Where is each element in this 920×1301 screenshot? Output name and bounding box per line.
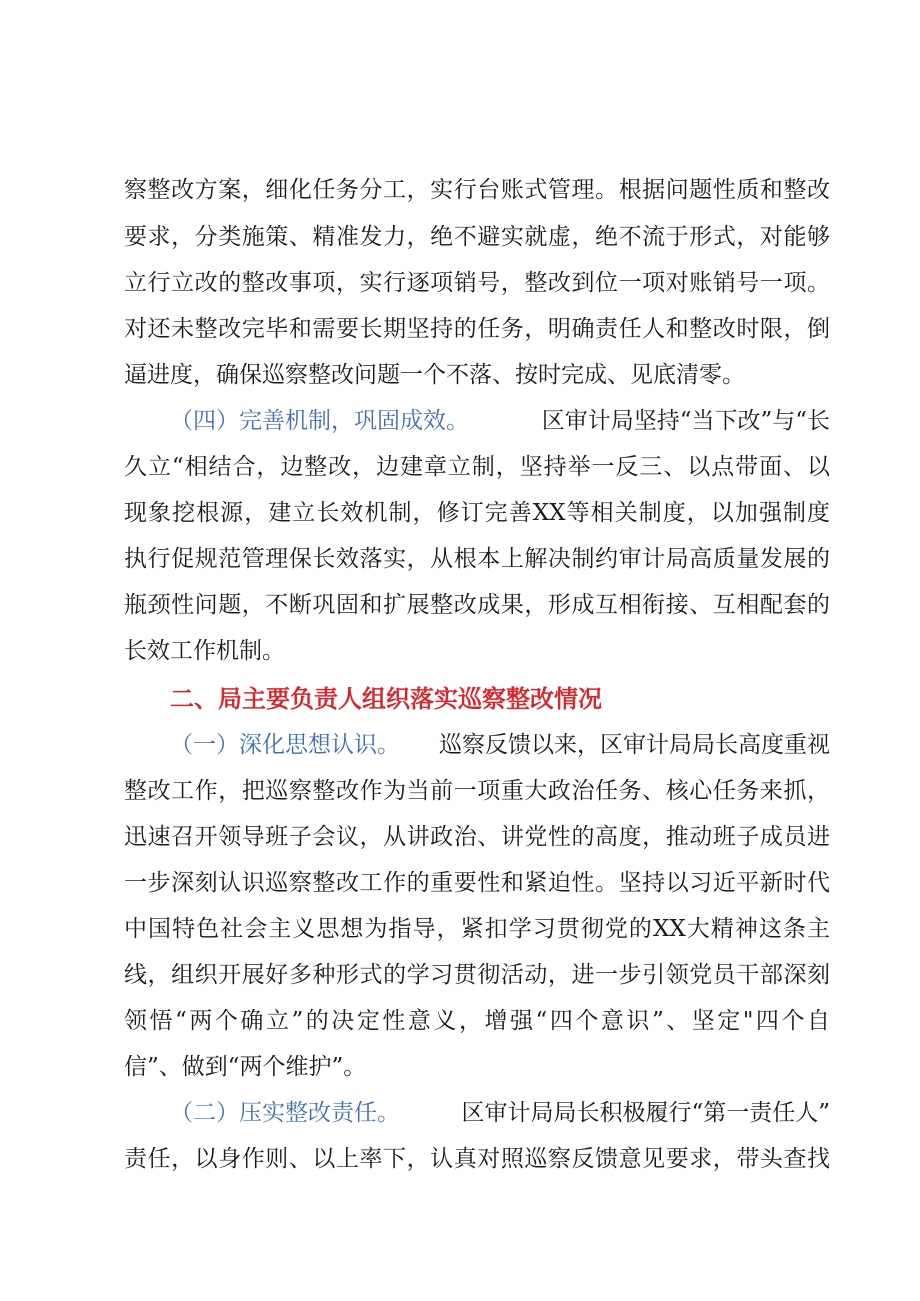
- paragraph-1-line-4: 对还未整改完毕和需要长期坚持的任务，明确责任人和整改时限，倒: [124, 316, 830, 342]
- paragraph-2-line-5: 瓶颈性问题，不断巩固和扩展整改成果，形成互相衔接、互相配套的: [124, 592, 830, 618]
- subsection-1-label: （一）深化思想认识。: [170, 732, 400, 758]
- paragraph-2-line-6: 长效工作机制。: [124, 638, 285, 664]
- paragraph-2-line-1-text: 区审计局坚持“当下改”与“长: [541, 408, 830, 434]
- paragraph-1-line-1: 察整改方案，细化任务分工，实行台账式管理。根据问题性质和整改: [124, 177, 830, 203]
- paragraph-2-line-3: 现象挖根源，建立长效机制，修订完善XX等相关制度，以加强制度: [124, 500, 830, 526]
- section-4-label: （四）完善机制，巩固成效。: [170, 408, 469, 434]
- paragraph-3-line-8: 信”、做到“两个维护”。: [124, 1054, 367, 1080]
- paragraph-1-line-2: 要求，分类施策、精准发力，绝不避实就虚，绝不流于形式，对能够: [124, 224, 830, 250]
- paragraph-2-first-line: [170, 406, 830, 436]
- paragraph-3-first-line: [170, 730, 830, 760]
- paragraph-3-line-3: 迅速召开领导班子会议，从讲政治、讲党性的高度，推动班子成员进: [124, 824, 830, 850]
- subsection-2-label: （二）压实整改责任。: [170, 1100, 400, 1126]
- section-heading-2: 二、局主要负责人组织落实巡察整改情况: [170, 685, 602, 713]
- paragraph-3-line-2: 整改工作，把巡察整改作为当前一项重大政治任务、核心任务来抓，: [124, 778, 830, 804]
- paragraph-4-first-line: [170, 1098, 830, 1128]
- paragraph-3-line-5: 中国特色社会主义思想为指导，紧扣学习贯彻党的XX大精神这条主: [124, 916, 830, 942]
- paragraph-4-line-2: 责任，以身作则、以上率下，认真对照巡察反馈意见要求，带头查找: [124, 1146, 830, 1172]
- paragraph-3-line-1-text: 巡察反馈以来，区审计局局长高度重视: [439, 732, 830, 758]
- paragraph-4-line-1-text: 区审计局局长积极履行“第一责任人”: [461, 1100, 830, 1126]
- paragraph-1-line-3: 立行立改的整改事项，实行逐项销号，整改到位一项对账销号一项。: [124, 270, 830, 296]
- paragraph-3-line-4: 一步深刻认识巡察整改工作的重要性和紧迫性。坚持以习近平新时代: [124, 870, 830, 896]
- paragraph-1-line-5: 逼进度，确保巡察整改问题一个不落、按时完成、见底清零。: [124, 362, 745, 388]
- paragraph-3-line-7: 领悟“两个确立”的决定性意义，增强“四个意识”、坚定"四个自: [124, 1008, 830, 1034]
- paragraph-2-line-4: 执行促规范管理保长效落实，从根本上解决制约审计局高质量发展的: [124, 546, 830, 572]
- paragraph-2-line-2: 久立“相结合，边整改，边建章立制，坚持举一反三、以点带面、以: [124, 454, 830, 480]
- paragraph-3-line-6: 线，组织开展好多种形式的学习贯彻活动，进一步引领党员干部深刻: [124, 962, 830, 988]
